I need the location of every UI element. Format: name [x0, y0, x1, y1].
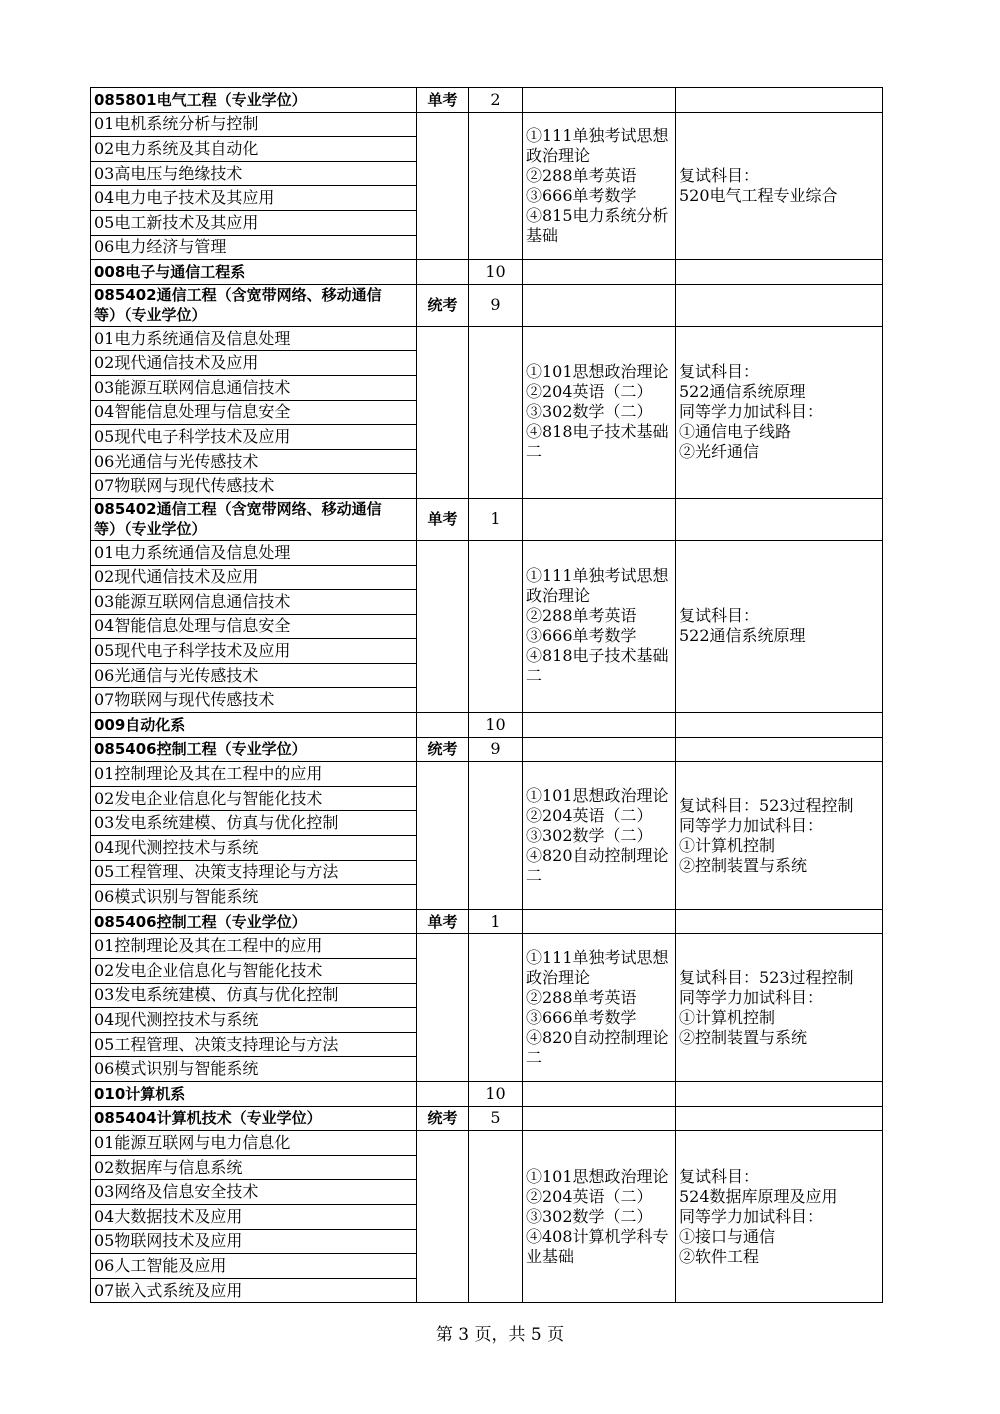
research-direction: 01控制理论及其在工程中的应用 [91, 934, 417, 959]
retest-notes: 复试科目：523过程控制 同等学力加试科目： ①计算机控制 ②控制装置与系统 [676, 934, 883, 1082]
research-direction: 06人工智能及应用 [91, 1254, 417, 1279]
quota-blank [469, 762, 523, 910]
research-direction: 02现代通信技术及应用 [91, 351, 417, 376]
program-name: 085402通信工程（含宽带网络、移动通信 等）（专业学位） [91, 284, 417, 326]
quota: 5 [469, 1106, 523, 1131]
notes-cell [676, 284, 883, 326]
quota-blank [469, 934, 523, 1082]
notes-cell [676, 909, 883, 934]
exam-type: 单考 [417, 498, 469, 540]
notes-cell [676, 737, 883, 762]
program-name: 085402通信工程（含宽带网络、移动通信 等）（专业学位） [91, 498, 417, 540]
program-row [91, 88, 883, 113]
direction-row [91, 540, 883, 565]
research-direction: 05工程管理、决策支持理论与方法 [91, 860, 417, 885]
exam-subjects-cell [523, 498, 676, 540]
exam-subjects-cell [523, 737, 676, 762]
quota-blank [469, 326, 523, 498]
department-name: 010计算机系 [91, 1081, 417, 1106]
exam-type-blank [417, 112, 469, 260]
direction-row [91, 1131, 883, 1156]
department-row [91, 1081, 883, 1106]
exam-subjects-cell [523, 260, 676, 285]
exam-subjects: ①111单独考试思想 政治理论 ②288单考英语 ③666单考数学 ④820自动控制理论 二 [523, 934, 676, 1082]
direction-row [91, 326, 883, 351]
research-direction: 02发电企业信息化与智能化技术 [91, 959, 417, 984]
retest-notes: 复试科目： 524数据库原理及应用 同等学力加试科目： ①接口与通信 ②软件工程 [676, 1131, 883, 1303]
notes-cell [676, 498, 883, 540]
exam-type-blank [417, 762, 469, 910]
exam-subjects-cell [523, 1106, 676, 1131]
department-name: 008电子与通信工程系 [91, 260, 417, 285]
direction-row [91, 762, 883, 787]
research-direction: 04现代测控技术与系统 [91, 836, 417, 861]
research-direction: 05电工新技术及其应用 [91, 210, 417, 235]
quota-cell: 10 [469, 713, 523, 738]
quota: 1 [469, 909, 523, 934]
research-direction: 06电力经济与管理 [91, 235, 417, 260]
program-name: 085801电气工程（专业学位） [91, 88, 417, 113]
program-row [91, 909, 883, 934]
enrollment-table [90, 87, 883, 1303]
exam-type: 统考 [417, 737, 469, 762]
program-name: 085406控制工程（专业学位） [91, 737, 417, 762]
research-direction: 04大数据技术及应用 [91, 1204, 417, 1229]
notes-cell [676, 88, 883, 113]
notes-cell [676, 713, 883, 738]
research-direction: 02数据库与信息系统 [91, 1155, 417, 1180]
research-direction: 01电力系统通信及信息处理 [91, 326, 417, 351]
exam-type-cell [417, 260, 469, 285]
exam-subjects-cell [523, 88, 676, 113]
retest-notes: 复试科目： 520电气工程专业综合 [676, 112, 883, 260]
program-name: 085404计算机技术（专业学位） [91, 1106, 417, 1131]
program-row [91, 1106, 883, 1131]
exam-type: 单考 [417, 909, 469, 934]
research-direction: 03能源互联网信息通信技术 [91, 590, 417, 615]
research-direction: 02电力系统及其自动化 [91, 137, 417, 162]
exam-type-blank [417, 326, 469, 498]
department-row [91, 713, 883, 738]
direction-row [91, 112, 883, 137]
research-direction: 06光通信与光传感技术 [91, 449, 417, 474]
quota: 9 [469, 737, 523, 762]
department-row [91, 260, 883, 285]
research-direction: 01电力系统通信及信息处理 [91, 540, 417, 565]
department-name: 009自动化系 [91, 713, 417, 738]
retest-notes: 复试科目： 522通信系统原理 [676, 540, 883, 712]
research-direction: 04智能信息处理与信息安全 [91, 614, 417, 639]
notes-cell [676, 260, 883, 285]
research-direction: 02发电企业信息化与智能化技术 [91, 786, 417, 811]
quota-cell: 10 [469, 1081, 523, 1106]
research-direction: 04电力电子技术及其应用 [91, 186, 417, 211]
program-row [91, 498, 883, 540]
exam-type: 统考 [417, 1106, 469, 1131]
exam-type-cell [417, 1081, 469, 1106]
quota: 1 [469, 498, 523, 540]
exam-subjects-cell [523, 1081, 676, 1106]
quota-blank [469, 112, 523, 260]
exam-subjects-cell [523, 909, 676, 934]
exam-subjects: ①101思想政治理论 ②204英语（二） ③302数学（二） ④818电子技术基础 二 [523, 326, 676, 498]
quota: 2 [469, 88, 523, 113]
program-name: 085406控制工程（专业学位） [91, 909, 417, 934]
exam-subjects-cell [523, 713, 676, 738]
quota-cell: 10 [469, 260, 523, 285]
exam-type-blank [417, 1131, 469, 1303]
exam-type-blank [417, 540, 469, 712]
research-direction: 07物联网与现代传感技术 [91, 474, 417, 499]
research-direction: 01电机系统分析与控制 [91, 112, 417, 137]
research-direction: 04现代测控技术与系统 [91, 1008, 417, 1033]
page-footer: 第 3 页，共 5 页 [435, 1325, 565, 1345]
program-row [91, 737, 883, 762]
research-direction: 03能源互联网信息通信技术 [91, 375, 417, 400]
research-direction: 03高电压与绝缘技术 [91, 161, 417, 186]
research-direction: 04智能信息处理与信息安全 [91, 400, 417, 425]
research-direction: 06光通信与光传感技术 [91, 663, 417, 688]
notes-cell [676, 1106, 883, 1131]
research-direction: 05现代电子科学技术及应用 [91, 639, 417, 664]
research-direction: 06模式识别与智能系统 [91, 1057, 417, 1082]
research-direction: 03网络及信息安全技术 [91, 1180, 417, 1205]
research-direction: 07物联网与现代传感技术 [91, 688, 417, 713]
research-direction: 03发电系统建模、仿真与优化控制 [91, 983, 417, 1008]
direction-row [91, 934, 883, 959]
exam-subjects: ①111单独考试思想 政治理论 ②288单考英语 ③666单考数学 ④818电子技术基础 二 [523, 540, 676, 712]
exam-subjects: ①111单独考试思想 政治理论 ②288单考英语 ③666单考数学 ④815电力系统分析 基础 [523, 112, 676, 260]
exam-subjects-cell [523, 284, 676, 326]
research-direction: 01能源互联网与电力信息化 [91, 1131, 417, 1156]
exam-subjects: ①101思想政治理论 ②204英语（二） ③302数学（二） ④408计算机学科专 业基础 [523, 1131, 676, 1303]
program-row [91, 284, 883, 326]
quota-blank [469, 540, 523, 712]
exam-type-blank [417, 934, 469, 1082]
research-direction: 06模式识别与智能系统 [91, 885, 417, 910]
exam-type-cell [417, 713, 469, 738]
exam-type: 单考 [417, 88, 469, 113]
notes-cell [676, 1081, 883, 1106]
exam-subjects: ①101思想政治理论 ②204英语（二） ③302数学（二） ④820自动控制理论 二 [523, 762, 676, 910]
research-direction: 03发电系统建模、仿真与优化控制 [91, 811, 417, 836]
quota-blank [469, 1131, 523, 1303]
quota: 9 [469, 284, 523, 326]
research-direction: 07嵌入式系统及应用 [91, 1278, 417, 1303]
research-direction: 05工程管理、决策支持理论与方法 [91, 1032, 417, 1057]
research-direction: 01控制理论及其在工程中的应用 [91, 762, 417, 787]
table-body [91, 88, 883, 1303]
exam-type: 统考 [417, 284, 469, 326]
retest-notes: 复试科目： 522通信系统原理 同等学力加试科目： ①通信电子线路 ②光纤通信 [676, 326, 883, 498]
research-direction: 05物联网技术及应用 [91, 1229, 417, 1254]
research-direction: 02现代通信技术及应用 [91, 565, 417, 590]
research-direction: 05现代电子科学技术及应用 [91, 425, 417, 450]
retest-notes: 复试科目：523过程控制 同等学力加试科目： ①计算机控制 ②控制装置与系统 [676, 762, 883, 910]
